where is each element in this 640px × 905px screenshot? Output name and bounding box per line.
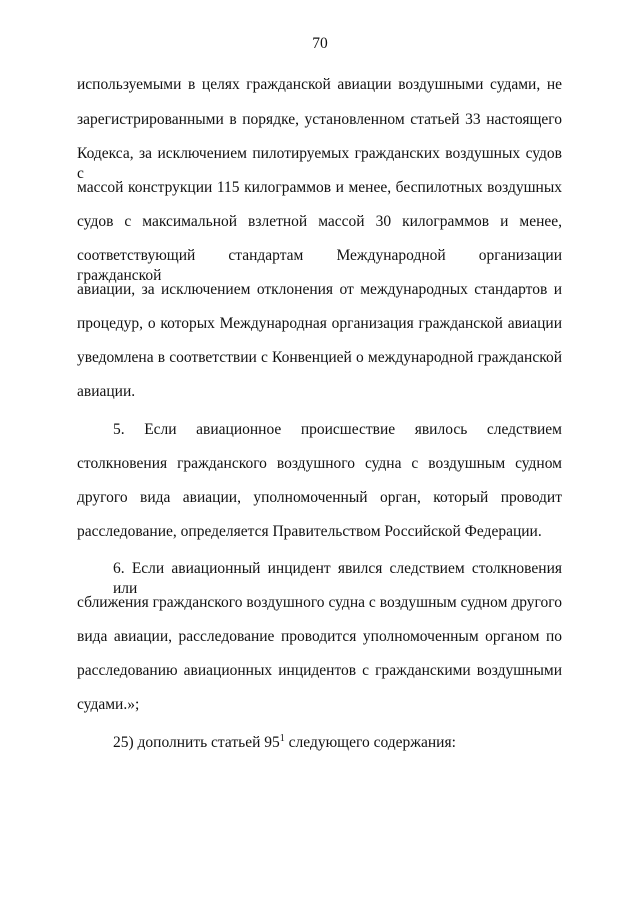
text-line: процедур, о которых Международная организация гражданской авиации [77,315,562,332]
text-line: другого вида авиации, уполномоченный орган, который проводит [77,489,562,506]
text-line: соответствующий стандартам Международной организации гражданской [77,247,562,284]
text-line: авиации. [77,383,136,400]
page-number: 70 [312,35,328,52]
text-line: авиации, за исключением отклонения от международных стандартов и [77,281,562,298]
text-line: сближения гражданского воздушного судна с воздушным судном другого [77,594,562,611]
text-line: Кодекса, за исключением пилотируемых гражданских воздушных судов с [77,145,562,182]
item-25-prefix: 25) дополнить статьей 95 [113,734,280,751]
paragraph-6-first-line: 6. Если авиационный инцидент явился следствием столкновения или [113,560,562,597]
item-25-suffix: следующего содержания: [284,734,456,751]
text-line: используемыми в целях гражданской авиации воздушными судами, не [77,76,562,93]
text-line: вида авиации, расследование проводится уполномоченным органом по [77,628,562,645]
text-line: столкновения гражданского воздушного судна с воздушным судном [77,455,562,472]
text-line: расследование, определяется Правительством Российской Федерации. [77,523,542,540]
text-line: судов с максимальной взлетной массой 30 килограммов и менее, [77,213,562,230]
text-line: зарегистрированными в порядке, установленном статьей 33 настоящего [77,111,562,128]
item-25-superscript: 1 [279,733,285,744]
text-line: уведомлена в соответствии с Конвенцией о международной гражданской [77,349,562,366]
text-line: судами.»; [77,696,140,713]
item-25 [113,733,562,753]
text-line: расследованию авиационных инцидентов с гражданскими воздушными [77,662,562,679]
text-line: массой конструкции 115 килограммов и менее, беспилотных воздушных [77,179,562,196]
paragraph-5-first-line: 5. Если авиационное происшествие явилось следствием [113,421,562,438]
